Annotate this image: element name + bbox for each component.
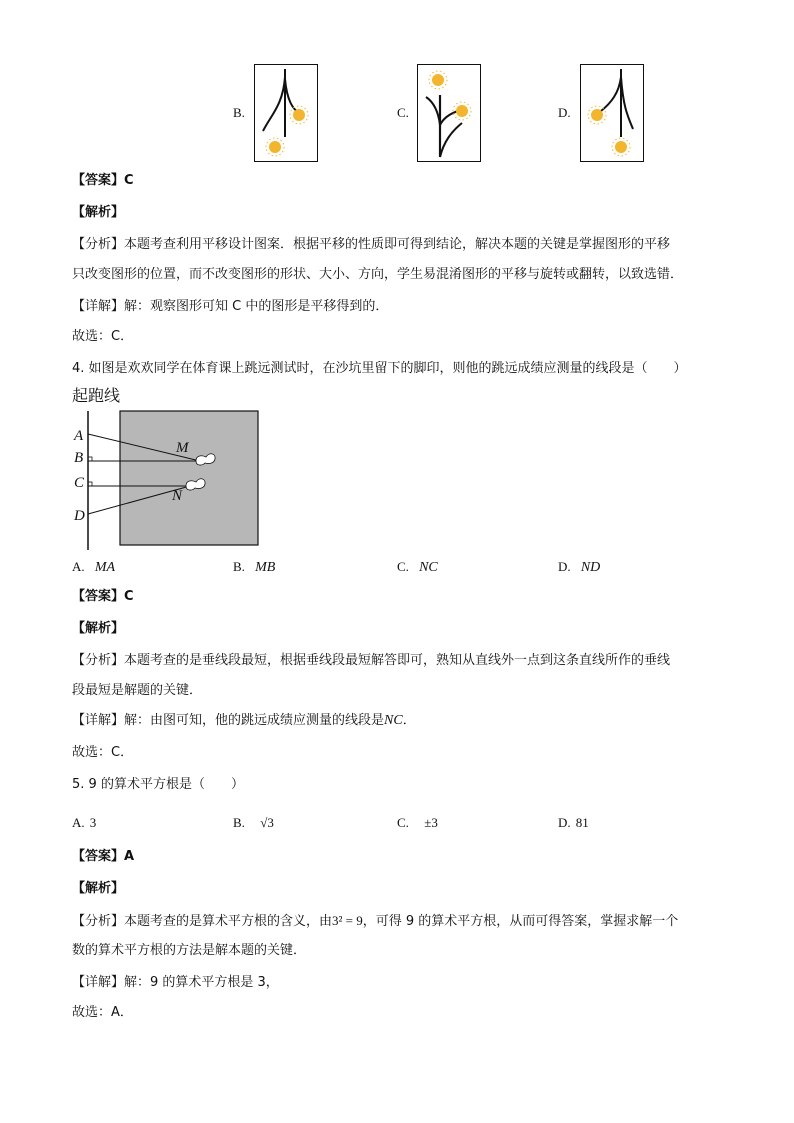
q5-option-b: B. √3 <box>233 815 274 830</box>
q5-analysis-line1: 【分析】本题考查的是算术平方根的含义，由3² = 9，可得 9 的算术平方根，从而可得答案，掌握求解一个 <box>72 913 679 929</box>
q4-figure-title: 起跑线 <box>72 386 121 405</box>
q5-jiexi: 【解析】 <box>72 881 125 896</box>
q5-question: 5. 9 的算术平方根是（ ） <box>72 777 244 792</box>
q4-analysis-line1: 【分析】本题考查的是垂线段最短，根据垂线段最短解答即可，熟知从直线外一点到这条直线所作的垂线 <box>72 653 671 668</box>
q5-option-d: D. 81 <box>558 815 589 830</box>
sun-icon <box>429 71 447 89</box>
q4-figure <box>72 408 272 553</box>
sun-icon <box>612 138 630 156</box>
q3-answer: 【答案】C <box>72 173 134 188</box>
q4-option-c: C. NC <box>397 559 438 575</box>
q3-choose: 故选：C． <box>72 329 134 344</box>
q4-option-b: B. MB <box>233 559 276 575</box>
q5-option-a: A. 3 <box>72 815 97 830</box>
sun-icon <box>266 138 284 156</box>
q5-choose: 故选：A． <box>72 1005 133 1020</box>
label-d: D <box>74 508 85 524</box>
label-n: N <box>172 488 183 504</box>
q4-option-d: D. ND <box>558 559 601 575</box>
q4-answer: 【答案】C <box>72 589 134 604</box>
sun-icon <box>290 106 308 124</box>
q5-option-c: C. ±3 <box>397 815 438 830</box>
q3-option-b-figure <box>254 64 318 162</box>
q5-answer: 【答案】A <box>72 849 135 864</box>
q4-jiexi: 【解析】 <box>72 621 125 636</box>
sun-icon <box>588 106 606 124</box>
long-jump-diagram <box>72 408 272 553</box>
plant-icon <box>255 65 316 160</box>
label-a: A <box>74 428 84 444</box>
q5-detail: 【详解】解：9 的算术平方根是 3， <box>72 975 279 990</box>
q3-analysis-line2: 只改变图形的位置，而不改变图形的形状、大小、方向，学生易混淆图形的平移与旋转或翻转，以致选错． <box>72 267 684 282</box>
q4-choose: 故选：C． <box>72 745 134 760</box>
plant-icon <box>418 65 479 160</box>
q4-question: 4. 如图是欢欢同学在体育课上跳远测试时，在沙坑里留下的脚印，则他的跳远成绩应测量的线段是（ ） <box>72 361 687 376</box>
q3-option-d-label: D. <box>558 105 571 120</box>
label-m: M <box>176 440 189 456</box>
q3-option-c-label: C. <box>397 105 409 120</box>
label-c: C <box>74 475 85 491</box>
q3-option-b-label: B. <box>233 105 245 120</box>
q5-analysis-line2: 数的算术平方根的方法是解本题的关键． <box>72 943 307 958</box>
q4-detail: 【详解】解：由图可知，他的跳远成绩应测量的线段是NC． <box>72 713 416 728</box>
q4-option-a: A. MA <box>72 559 116 575</box>
plant-icon <box>581 65 642 160</box>
q3-option-c-figure <box>417 64 481 162</box>
q4-analysis-line2: 段最短是解题的关键． <box>72 683 203 698</box>
q3-analysis-line1: 【分析】本题考查利用平移设计图案．根据平移的性质即可得到结论，解决本题的关键是掌握图形的平移 <box>72 237 671 252</box>
label-b: B <box>74 450 84 466</box>
q3-jiexi: 【解析】 <box>72 205 125 220</box>
q3-detail: 【详解】解：观察图形可知 C 中的图形是平移得到的． <box>72 299 389 314</box>
q3-option-d-figure <box>580 64 644 162</box>
